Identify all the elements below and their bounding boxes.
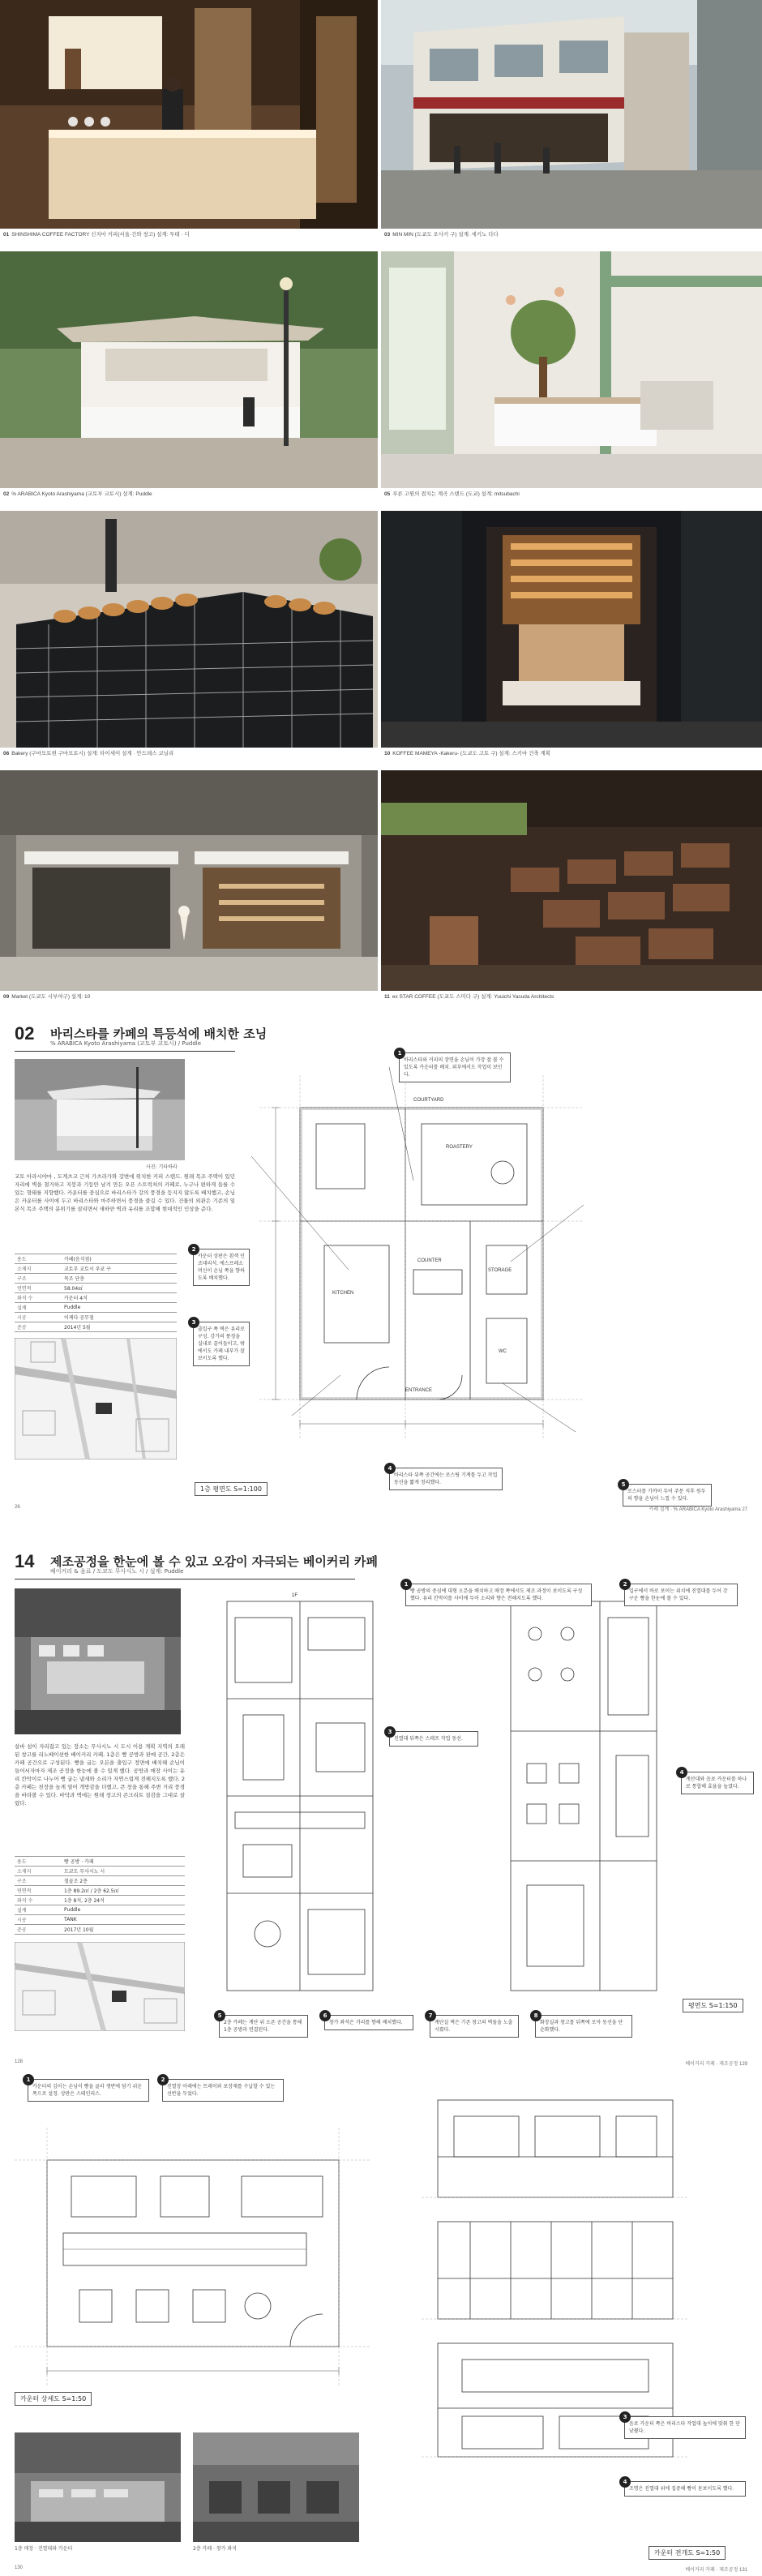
spec-row: 소재지 도쿄도 무사시노 시 <box>15 1867 185 1876</box>
annotation-note: 6 창가 좌석은 거리를 향해 배치했다. <box>324 2015 413 2030</box>
section-details <box>0 2060 762 2576</box>
photo-ex-star-coffee <box>381 770 762 991</box>
section-title: 바리스타를 카페의 특등석에 배치한 조닝 <box>50 1027 268 1041</box>
plan-label: 카운터 상세도 S=1:50 <box>15 2392 92 2406</box>
photo-coffee-factory <box>0 0 378 229</box>
counter-elevation <box>422 2084 689 2538</box>
spec-row: 연면적 58.04㎡ <box>15 1284 177 1293</box>
room-label: ROASTERY <box>446 1145 473 1150</box>
folio-left: 128 <box>15 2060 24 2064</box>
spec-row: 설계 Puddle <box>15 1905 185 1915</box>
photo-caption: 11 ex STAR COFFEE (도쿄도 스미다 구) 설계: Yuuichi Yasuda Architects <box>384 994 554 1000</box>
counter-detail-plan <box>15 2128 371 2387</box>
spec-row: 용도 빵 공방 · 카페 <box>15 1857 185 1867</box>
annotation-note: 8 화장실과 창고를 뒤쪽에 모아 동선을 단순화했다. <box>535 2015 632 2038</box>
floor-label: 1F <box>292 1593 298 1598</box>
spec-row: 시공 이케다 공무점 <box>15 1313 177 1322</box>
body-text: 살바 섬이 자리잡고 있는 장소는 무사시노 시 도시 이용 계획 지역의 오래된 창고를 리노베이션한 베이커리 카페. 1층은 빵 공방과 판매 공간, 2층은 카페 공간으로 구성된다. 빵을 굽는 오븐을 출입구 정면에 배치해 손님이 들어서자마자 제조 공정을 한눈에 볼 수 있게 했다. 공방과 매장 사이는 유리 칸막이로 나누어 빵 굽는 냄새와 소리가 자연스럽게 전해지도록 했다. 2층 카페는 천장을 높게 열어 개방감을 더했고, 큰 창을 통해 주변 거리 풍경을 바라볼 수 있다. 바닥과 벽에는 원래 창고의 콘크리트 질감을 그대로 살렸다. <box>15 1743 185 1807</box>
section-02 <box>0 1014 762 1516</box>
photo-stand-kyoto <box>381 251 762 488</box>
folio-left: 26 <box>15 1505 20 1510</box>
photo-cell-05 <box>381 251 762 503</box>
spec-row: 구조 목조 단층 <box>15 1274 177 1284</box>
section-subtitle: 베이커리 & 음료 / 도쿄도 무사시노 시 / 설계: Puddle <box>50 1568 184 1575</box>
annotation-note: 2 카운터 상판은 흰색 인조대리석. 에스프레소 머신이 손님 쪽을 향하도록 배치했다. <box>193 1249 250 1286</box>
photo-bakery <box>0 511 378 748</box>
photo-caption: 10 KOFFEE MAMEYA -Kakeru- (도쿄도 고토 구) 설계: 스키마 건축 계획 <box>384 751 551 757</box>
spec-row: 용도 카페(음식점) <box>15 1254 177 1264</box>
photo-grid <box>0 0 762 1005</box>
annotation-note: 4 조명은 진열대 위에 집중해 빵이 돋보이도록 했다. <box>624 2481 746 2497</box>
section-photo <box>15 1059 185 1160</box>
spec-row: 설계 Puddle <box>15 1303 177 1313</box>
section-number: 02 <box>15 1023 35 1044</box>
annotation-note: 1 빵 공방의 중심에 대형 오븐을 배치하고 매장 쪽에서도 제조 과정이 보이도록 구성했다. 유리 칸막이를 사이에 두어 소리와 향은 전해지도록 했다. <box>405 1584 592 1606</box>
body-text: 교토 아라시야마 , 도게츠교 근처 가츠라가와 강변에 위치한 커피 스탠드. 원래 목조 주택이 있던 자리에 벽을 철거하고 지붕과 기둥만 남겨 만든 오픈 스트럭처의 카페로, 누구나 편하게 들를 수 있는 형태를 지향했다. 카운터를 중심으로 바리스타가 강의 풍경을 등지지 않도록 배치했고, 손님은 카운터를 사이에 두고 바리스타와 마주하면서 풍경을 즐길 수 있다. 건물의 외관은 기존의 일본식 목조 주택의 분위기를 살리면서 새하얀 벽과 유리를 조합해 현대적인 인상을 준다. <box>15 1173 235 1212</box>
spec-table <box>15 1254 177 1332</box>
photo-caption: 01 SHINSHIMA COFFEE FACTORY 신지마 커피(서울·간와 창고) 설계: 투테 · 디 <box>3 232 190 238</box>
photo-caption: 06 Bakery (구마모토현 구마모토시) 설계: 타이세이 설계 · 안드레스 코닐리 <box>3 751 174 757</box>
photo-caption: 05 푸른 고원의 겹치는 계곡 스탠드 (도쿄) 설계: mitsubachi <box>384 491 520 497</box>
photo-caption: 02 % ARABICA Kyoto Arashiyama (교토부 교토시) 설계: Puddle <box>3 491 152 497</box>
spec-row: 소재지 교토부 교토시 우쿄 구 <box>15 1264 177 1274</box>
section-number: 14 <box>15 1551 35 1571</box>
spec-row: 준공 2014년 5월 <box>15 1322 177 1332</box>
photo-cell-09 <box>0 770 378 1005</box>
annotation-note: 3 음료 카운터 쪽은 바리스타 작업대 높이에 맞춰 한 단 낮췄다. <box>624 2416 746 2439</box>
section-subtitle: % ARABICA Kyoto Arashiyama (교토부 교토시) / Puddle <box>50 1040 202 1047</box>
room-label: COUNTER <box>417 1258 442 1263</box>
divider <box>15 1051 235 1052</box>
section-photo <box>15 1588 181 1734</box>
annotation-note: 4 계산대와 음료 카운터를 하나로 통합해 효율을 높였다. <box>681 1772 754 1794</box>
spec-row: 연면적 1층 89.2㎡ / 2층 62.5㎡ <box>15 1886 185 1896</box>
photo-cell-11 <box>381 770 762 1005</box>
annotation-note: 5 로스터를 가까이 두어 주문 직후 원두의 향을 손님이 느낄 수 있다. <box>623 1484 712 1507</box>
photo-min-min <box>381 0 762 229</box>
room-label: STORAGE <box>488 1268 512 1273</box>
annotation-note: 7 계단실 벽은 기존 창고의 벽돌을 노출시켰다. <box>430 2015 519 2038</box>
folio-right: 카페 설계 · % ARABICA Kyoto Arashiyama 27 <box>649 1507 747 1512</box>
spec-row: 시공 TANK <box>15 1915 185 1925</box>
annotation-note: 1 카운터의 깊이는 손님이 빵을 골라 쟁반에 담기 쉬운 폭으로 설정. 상판은 스테인리스. <box>28 2079 149 2102</box>
plan-label: 1층 평면도 S=1:100 <box>195 1482 268 1496</box>
location-map <box>15 1338 177 1459</box>
photo-arabica-kyoto <box>0 251 378 488</box>
annotation-note: 2 진열장 아래에는 트레이와 포장재를 수납할 수 있는 선반을 두었다. <box>162 2079 284 2102</box>
photo-caption: 1층 매장 · 진열대와 카운터 <box>15 2546 73 2552</box>
folio-right: 베이커리 카페 · 제조공정 129 <box>685 2062 747 2067</box>
spec-row: 좌석 수 카운터 4석 <box>15 1293 177 1303</box>
floor-plan <box>243 1059 608 1464</box>
section-14 <box>0 1545 762 2047</box>
floor-plan-1f <box>219 1585 381 2007</box>
spec-row: 준공 2017년 10월 <box>15 1925 185 1935</box>
photo-caption: 사진: 기타하라 <box>146 1164 178 1170</box>
room-label: WC <box>499 1349 507 1354</box>
annotation-note: 3 출입구 쪽 벽은 유리로 구성. 강가의 풍경을 실내로 끌어들이고, 밖에서도 카페 내부가 잘 보이도록 했다. <box>193 1322 250 1366</box>
photo-market <box>0 770 378 991</box>
annotation-note: 1 바리스타와 커피의 장면을 손님이 가장 잘 볼 수 있도록 카운터를 배치. 외부에서도 작업이 보인다. <box>399 1052 511 1082</box>
photo-cell-03 <box>381 0 762 243</box>
annotation-note: 4 바리스타 뒤쪽 공간에는 로스팅 기계를 두고 작업 동선을 짧게 정리했다. <box>389 1468 503 1490</box>
plan-label: 평면도 S=1:150 <box>683 1999 743 2012</box>
photo-cell-06 <box>0 511 378 762</box>
location-map <box>15 1942 185 2031</box>
annotation-note: 5 2층 카페는 계단 위 오픈 공간을 통해 1층 공방과 연결된다. <box>219 2015 308 2038</box>
room-label: KITCHEN <box>332 1291 354 1296</box>
photo-cell-01 <box>0 0 378 243</box>
photo-caption: 03 MIN MIN (도쿄도 오사키 구) 설계: 세키노 다다 <box>384 232 499 238</box>
photo-koffee-mameya <box>381 511 762 748</box>
detail-photo-2 <box>193 2432 359 2542</box>
spec-row: 구조 철골조 2층 <box>15 1876 185 1886</box>
spec-row: 좌석 수 1층 8석, 2층 24석 <box>15 1896 185 1905</box>
photo-cell-10 <box>381 511 762 762</box>
detail-photo-1 <box>15 2432 181 2542</box>
annotation-note: 3 진열대 뒤쪽은 스태프 작업 동선. <box>389 1731 478 1747</box>
section-title: 제조공정을 한눈에 볼 수 있고 오감이 자극되는 베이커리 카페 <box>50 1554 379 1569</box>
folio-left: 130 <box>15 2565 24 2570</box>
room-label: ENTRANCE <box>405 1388 433 1393</box>
room-label: COURTYARD <box>413 1098 444 1103</box>
photo-caption: 2층 카페 · 창가 좌석 <box>193 2546 237 2552</box>
annotation-note: 2 입구에서 바로 보이는 위치에 진열대를 두어 갓 구운 빵을 한눈에 볼 수 있다. <box>624 1584 738 1606</box>
folio-right: 베이커리 카페 · 제조공정 131 <box>685 2568 747 2573</box>
spec-table <box>15 1856 185 1935</box>
plan-label: 카운터 전개도 S=1:50 <box>649 2546 726 2560</box>
photo-caption: 09 Market (도쿄도 시부야구) 설계: 10 <box>3 994 91 1000</box>
floor-plan-2f <box>503 1585 665 2007</box>
photo-cell-02 <box>0 251 378 503</box>
